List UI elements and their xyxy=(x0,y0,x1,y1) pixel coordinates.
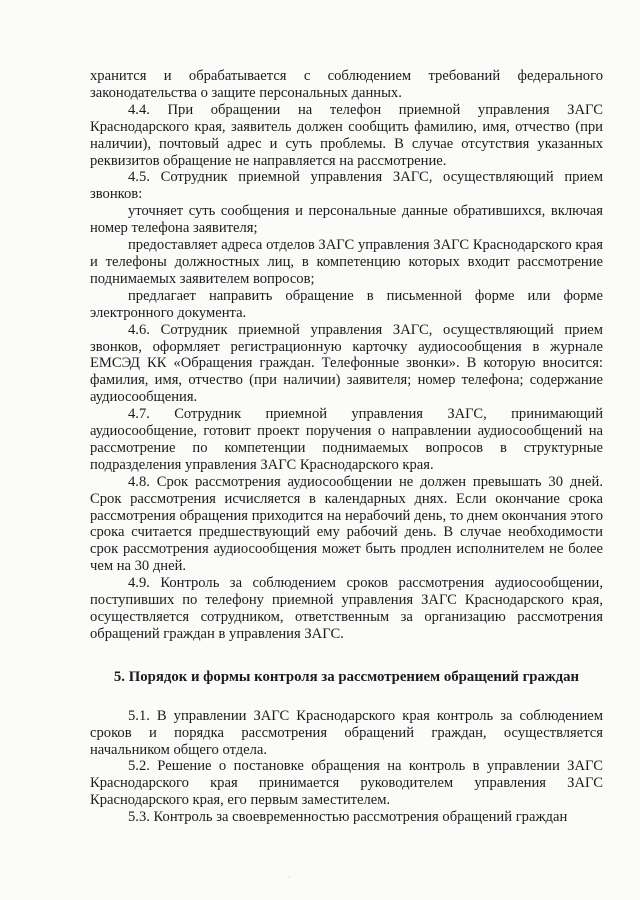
paragraph-5-3: 5.3. Контроль за своевременностью рассмотрения обращений граждан xyxy=(128,809,568,826)
paragraph-4-8: 4.8. Срок рассмотрения аудиосообщении не должен превышать 30 дней. Срок рассмотрения исчисляется в календарных днях. Если окончание срока рассмотрения обращения приходится на нерабочий день, то днем окончания этого срока считается предшествующий ему рабочий день. В случае необходимости срок рассмотрения аудиосообщения может быть продлен исполнителем не более чем на 30 дней. xyxy=(90,473,603,575)
document-body xyxy=(90,68,603,826)
paragraph-4-7: 4.7. Сотрудник приемной управления ЗАГС, принимающий аудиосообщение, готовит проект поручения о направлении аудиосообщений на рассмотрение по компетенции поднимаемых вопросов в структурные подразделения управления ЗАГС Краснодарского края. xyxy=(90,406,603,473)
paragraph-4-5-item-2: предоставляет адреса отделов ЗАГС управления ЗАГС Краснодарского края и телефоны должностных лиц, в компетенцию которых входит рассмотрение поднимаемых заявителем вопросов; xyxy=(90,237,603,287)
paragraph-4-5-item-1: уточняет суть сообщения и персональные данные обратившихся, включая номер телефона заявителя; xyxy=(90,203,603,237)
paragraph-4-6: 4.6. Сотрудник приемной управления ЗАГС, осуществляющий прием звонков, оформляет регистрационную карточку аудиосообщения в журнале ЕМСЭД КК «Обращения граждан. Телефонные звонки». В которую вносится: фамилия, имя, отчество (при наличии) заявителя; номер телефона; содержание аудиосообщения. xyxy=(90,321,603,406)
paragraph-continuation: хранится и обрабатывается с соблюдением требований федерального законодательства о защите персональных данных. xyxy=(90,68,603,101)
paragraph-4-5-item-3: предлагает направить обращение в письменной форме или форме электронного документа. xyxy=(90,287,603,321)
paragraph-5-1: 5.1. В управлении ЗАГС Краснодарского края контроль за соблюдением сроков и порядка рассмотрения обращений граждан, осуществляется начальником общего отдела. xyxy=(90,707,603,758)
paragraph-4-5: 4.5. Сотрудник приемной управления ЗАГС, осуществляющий прием звонков: xyxy=(90,169,603,203)
paragraph-4-9: 4.9. Контроль за соблюдением сроков рассмотрения аудиосообщении, поступивших по телефону приемной управления ЗАГС Краснодарского края, осуществляется сотрудником, ответственным за организацию рассмотрения обращений граждан в управления ЗАГС. xyxy=(90,575,603,642)
scan-speck: · xyxy=(288,873,291,882)
section-5-heading: 5. Порядок и формы контроля за рассмотрением обращений граждан xyxy=(113,668,580,685)
paragraph-5-2: 5.2. Решение о постановке обращения на контроль в управлении ЗАГС Краснодарского края принимается руководителем управления ЗАГС Краснодарского края, его первым заместителем. xyxy=(90,758,603,809)
paragraph-4-4: 4.4. При обращении на телефон приемной управления ЗАГС Краснодарского края, заявитель должен сообщить фамилию, имя, отчество (при наличии), почтовый адрес и суть проблемы. В случае отсутствия указанных реквизитов обращение не направляется на рассмотрение. xyxy=(90,101,603,169)
